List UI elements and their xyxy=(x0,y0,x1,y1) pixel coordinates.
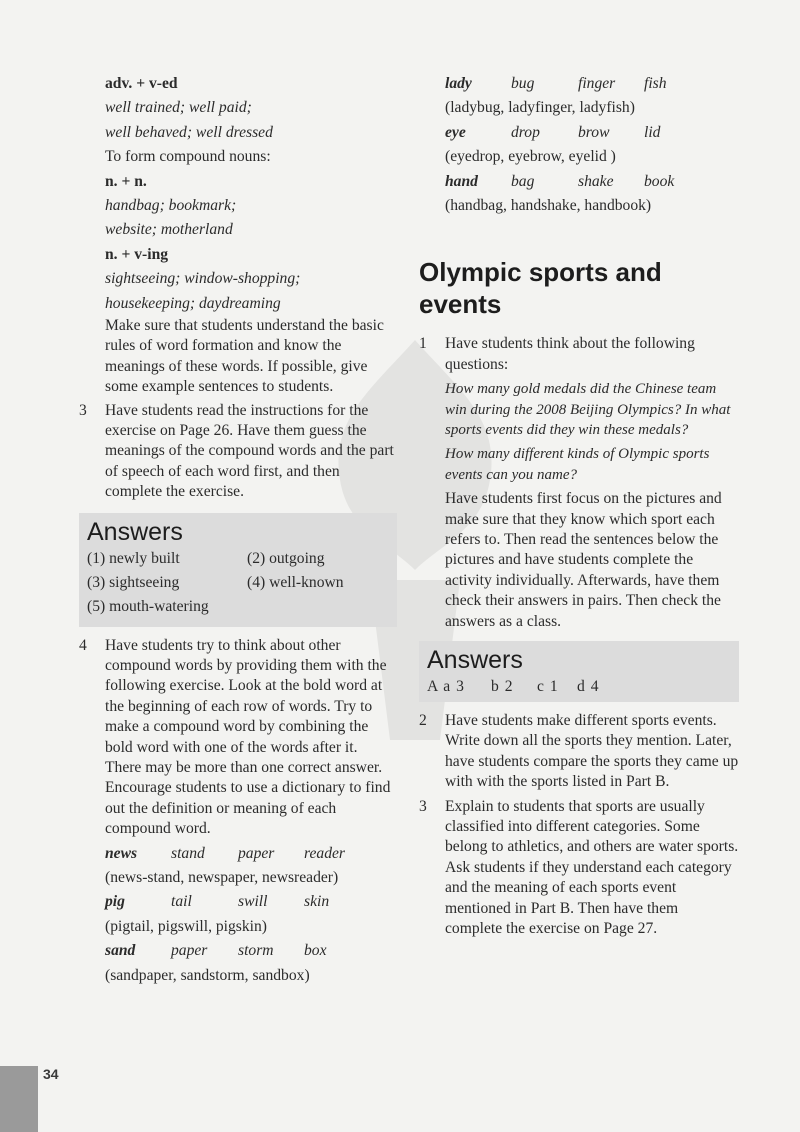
instruction-item-2 xyxy=(419,711,739,793)
question-2: How many different kinds of Olympic sports events can you name? xyxy=(445,446,710,483)
answer-item: A a 3 xyxy=(427,678,465,696)
option-word: bug xyxy=(511,75,535,92)
option-word: skin xyxy=(304,893,330,911)
answer-item: b 2 xyxy=(491,678,514,696)
word-row xyxy=(445,72,739,96)
item-number: 1 xyxy=(419,335,427,353)
option-word: lid xyxy=(644,123,661,141)
option-word: finger xyxy=(578,75,616,92)
formula-n-n: n. + n. xyxy=(105,172,147,190)
instruction-item-3 xyxy=(79,401,397,503)
compound-word-rows xyxy=(79,842,397,988)
option-word: box xyxy=(304,942,327,960)
question-1: How many gold medals did the Chinese team win during the 2008 Beijing Olympics? In what sports events did they win these medals? xyxy=(445,381,731,438)
answers-box xyxy=(419,641,739,702)
compound-word-rows-continued xyxy=(419,72,739,218)
item-text: Have students try to think about other compound words by providing them with the following exercise. Look at the bold word at the beginning of each row of words. Try to make a compound word by combining the bold word with one of the words after it. There may be more than one correct answer. Encourage students to use a dictionary to find out the definition or meaning of each compound word. xyxy=(105,636,391,838)
formula-n-ving: n. + v-ing xyxy=(105,245,169,263)
answer-item: (3) sightseeing xyxy=(87,573,180,591)
answer-item: c 1 xyxy=(537,678,559,696)
item-number: 4 xyxy=(79,636,87,654)
item-text: Have students read the instructions for the exercise on Page 26. Have them guess the meanings of the compound words and the part of speech of each word first, and then complete the exercise. xyxy=(105,401,394,501)
option-word: book xyxy=(644,172,675,190)
option-word: shake xyxy=(578,172,614,190)
example-line: well trained; well paid; xyxy=(105,99,252,117)
item-text: Have students think about the following questions: xyxy=(445,335,695,373)
answers-row xyxy=(427,675,731,699)
answers-row xyxy=(87,595,389,619)
option-word: storm xyxy=(238,942,274,960)
instruction-item-3 xyxy=(419,797,739,940)
answers-box xyxy=(79,513,397,627)
word-row-answer: (handbag, handshake, handbook) xyxy=(445,196,652,214)
word-formation-examples xyxy=(79,72,397,398)
answer-item: (4) well-known xyxy=(247,573,344,591)
instruction-item-1 xyxy=(419,334,739,632)
example-line: well behaved; well dressed xyxy=(105,123,273,141)
item-number: 3 xyxy=(419,797,427,815)
word-row-answer: (sandpaper, sandstorm, sandbox) xyxy=(105,966,310,984)
answers-title: Answers xyxy=(427,646,523,675)
example-line: handbag; bookmark; xyxy=(105,196,237,214)
answers-row xyxy=(87,571,389,595)
option-word: tail xyxy=(171,893,192,911)
word-row-answer: (news-stand, newspaper, newsreader) xyxy=(105,869,339,887)
option-word: bag xyxy=(511,172,535,190)
word-row xyxy=(105,842,397,866)
bold-word: hand xyxy=(445,172,478,190)
instruction-item-4 xyxy=(79,636,397,840)
bold-word: eye xyxy=(445,123,466,141)
word-row-answer: (pigtail, pigswill, pigskin) xyxy=(105,917,267,935)
item-number: 3 xyxy=(79,401,87,419)
bold-word: sand xyxy=(105,942,136,960)
option-word: brow xyxy=(578,123,610,141)
word-row-answer: (eyedrop, eyebrow, eyelid ) xyxy=(445,148,616,166)
make-sure-paragraph: Make sure that students understand the basic rules of word formation and know the meanings of these words. If possible, give some example sentences to students. xyxy=(105,316,384,396)
word-row xyxy=(105,939,397,963)
option-word: paper xyxy=(238,844,275,862)
example-line: sightseeing; window-shopping; xyxy=(105,270,301,288)
page-tab xyxy=(0,1066,38,1132)
option-word: paper xyxy=(171,942,208,960)
page-number: 34 xyxy=(43,1066,59,1082)
left-column xyxy=(79,72,397,988)
bold-word: lady xyxy=(445,75,472,92)
answer-item: (2) outgoing xyxy=(247,549,325,567)
option-word: reader xyxy=(304,844,345,862)
answer-item: (1) newly built xyxy=(87,549,180,567)
option-word: fish xyxy=(644,75,667,92)
word-row xyxy=(445,170,739,194)
word-row xyxy=(445,121,739,145)
answer-item: (5) mouth-watering xyxy=(87,597,209,615)
option-word: stand xyxy=(171,844,205,862)
formula-adv-ved: adv. + v-ed xyxy=(105,75,178,92)
example-line: website; motherland xyxy=(105,221,233,239)
word-row xyxy=(105,890,397,914)
option-word: swill xyxy=(238,893,268,911)
example-line: housekeeping; daydreaming xyxy=(105,294,281,312)
item-text: Have students make different sports events. Write down all the sports they mention. Later, have students compare the sports they came up with with the sports listed in Part B. xyxy=(445,712,739,791)
bold-word: news xyxy=(105,844,138,862)
item-paragraph: Have students first focus on the pictures and make sure that they know which sport each refers to. Then read the sentences below the pictures and have students complete the activity individually. Afterwards, have them check their answers in pairs. Then check the answers as a class. xyxy=(445,490,722,630)
answers-row xyxy=(87,547,389,571)
answer-item: d 4 xyxy=(577,678,600,696)
item-text: Explain to students that sports are usually classified into different categories. Some belong to athletics, and others are water sports. Ask students if they understand each category and the meaning of each sports event mentioned in Part B. Then have them complete the exercise on Page 27. xyxy=(445,797,739,938)
section-heading: Olympic sports and events xyxy=(419,257,662,320)
word-row-answer: (ladybug, ladyfinger, ladyfish) xyxy=(445,99,635,117)
compound-nouns-intro: To form compound nouns: xyxy=(105,148,271,166)
item-number: 2 xyxy=(419,712,427,730)
right-column xyxy=(419,72,739,940)
option-word: drop xyxy=(511,123,540,141)
answers-title: Answers xyxy=(87,517,183,546)
bold-word: pig xyxy=(105,893,125,911)
